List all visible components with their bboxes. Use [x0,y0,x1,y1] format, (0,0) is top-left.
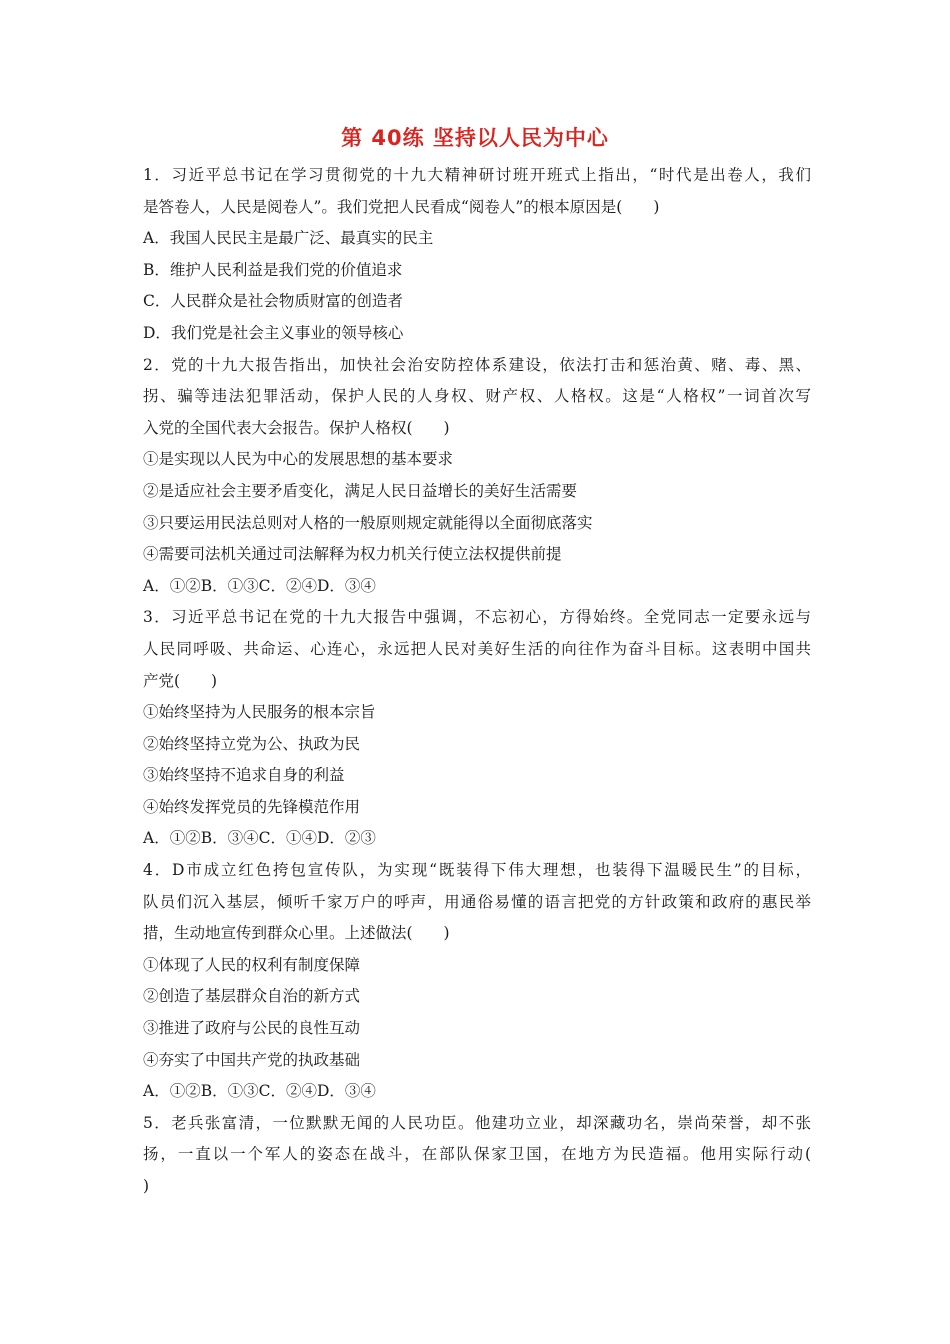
question-1 [143,160,811,350]
answer-option: D．我们党是社会主义事业的领导核心 [143,323,404,342]
answer-option: C．人民群众是社会物质财富的创造者 [143,292,403,311]
question-stem-line: 5．老兵张富清，一位默默无闻的人民功臣。他建功立业，却深藏功名，崇尚荣誉，却不张 [143,1113,811,1132]
statement-item: ①是实现以人民为中心的发展思想的基本要求 [143,450,454,469]
question-stem-line: 拐、骗等违法犯罪活动，保护人民的人身权、财产权、人格权。这是“人格权”一词首次写 [143,387,811,406]
answer-option: B．维护人民利益是我们党的价值追求 [143,260,403,279]
question-stem-line: 队员们沉入基层，倾听千家万户的呼声，用通俗易懂的语言把党的方针政策和政府的惠民举 [143,892,811,911]
question-list [143,160,811,1203]
question-stem-line: 人民同呼吸、共命运、心连心，永远把人民对美好生活的向往作为奋斗目标。这表明中国共 [143,639,811,658]
statement-item: ②是适应社会主要矛盾变化，满足人民日益增长的美好生活需要 [143,481,578,500]
question-stem-line: 措，生动地宣传到群众心里。上述做法( ) [143,924,450,943]
statement-item: ②创造了基层群众自治的新方式 [143,987,361,1006]
answer-options-line: A．①②B．①③C．②④D．③④ [143,1082,376,1101]
statement-item: ③推进了政府与公民的良性互动 [143,1019,361,1038]
question-stem-line: ) [143,1177,150,1195]
question-stem-line: 4．D市成立红色挎包宣传队，为实现“既装得下伟大理想，也装得下温暖民生”的目标， [143,861,811,880]
question-3 [143,602,811,855]
question-stem-line: 1．习近平总书记在学习贯彻党的十九大精神研讨班开班式上指出，“时代是出卷人，我们 [143,166,811,184]
statement-item: ②始终坚持立党为公、执政为民 [143,734,361,753]
question-4 [143,855,811,1108]
statement-item: ④夯实了中国共产党的执政基础 [143,1050,361,1069]
question-2 [143,350,811,603]
question-stem-line: 是答卷人，人民是阅卷人”。我们党把人民看成“阅卷人”的根本原因是( ) [143,197,660,216]
question-5 [143,1108,811,1203]
statement-item: ①始终坚持为人民服务的根本宗旨 [143,703,376,722]
answer-options-line: A．①②B．①③C．②④D．③④ [143,576,376,595]
answer-options-line: A．①②B．③④C．①④D．②③ [143,829,376,848]
statement-item: ④需要司法机关通过司法解释为权力机关行使立法权提供前提 [143,545,562,564]
question-stem-line: 扬，一直以一个军人的姿态在战斗，在部队保家卫国，在地方为民造福。他用实际行动( [143,1145,811,1164]
answer-option: A．我国人民民主是最广泛、最真实的民主 [143,229,434,248]
question-stem-line: 2．党的十九大报告指出，加快社会治安防控体系建设，依法打击和惩治黄、赌、毒、黑、 [143,355,811,374]
page-title: 第 40练 坚持以人民为中心 [341,126,609,150]
statement-item: ③始终坚持不追求自身的利益 [143,766,345,785]
question-stem-line: 产党( ) [143,671,218,690]
statement-item: ④始终发挥党员的先锋模范作用 [143,797,361,816]
statement-item: ①体现了人民的权利有制度保障 [143,955,361,974]
question-stem-line: 入党的全国代表大会报告。保护人格权( ) [143,418,450,437]
statement-item: ③只要运用民法总则对人格的一般原则规定就能得以全面彻底落实 [143,513,593,532]
question-stem-line: 3．习近平总书记在党的十九大报告中强调，不忘初心，方得始终。全党同志一定要永远与 [143,608,811,627]
